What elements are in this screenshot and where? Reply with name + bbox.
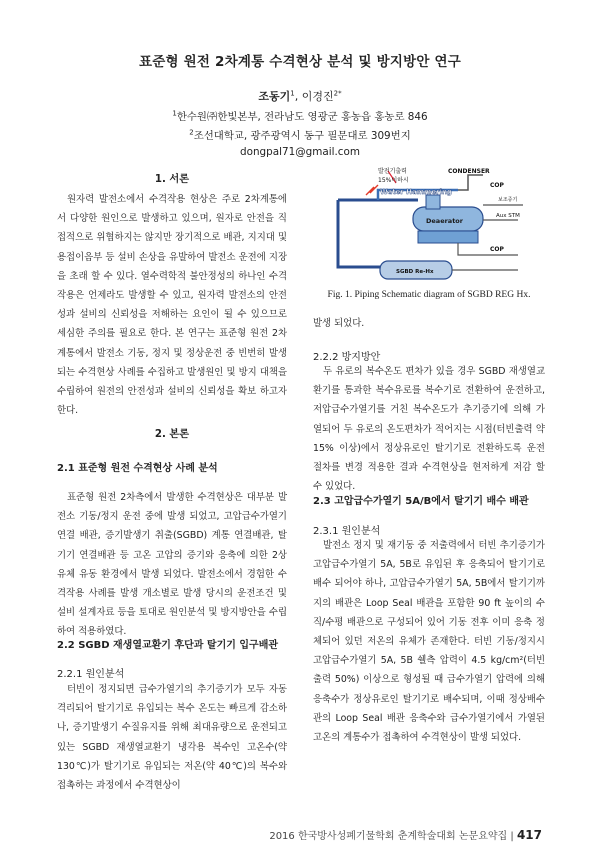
- label-cop-1: COP: [490, 182, 504, 189]
- author-main-sup: 1: [290, 89, 295, 98]
- label-water-hammering: Water Hammering: [380, 188, 452, 196]
- author-sep: ,: [294, 90, 299, 103]
- subsection-text-2-2-1: 터빈이 정지되면 급수가열기의 추기증기가 모두 자동 격리되어 탈기기로 유입되는 복수 온도는 빠르게 감소하나, 증기발생기 수질유지를 위해 최대유량으로 운전되고 있는 SGBD 재생열교환기 냉각용 복수인 고온수(약 130℃)가 탈기기로 유입되는 저온(약 40℃)의 복수와 접촉하는 과정에서 수격현상이: [57, 684, 287, 792]
- label-turbine-output: 발전기출력: [378, 168, 407, 175]
- section-heading-body: 2. 본론: [154, 429, 190, 440]
- author-second-sup: 2*: [333, 89, 342, 98]
- paper-title: 표준형 원전 2차계통 수격현상 분석 및 방지방안 연구: [139, 54, 461, 70]
- affiliation-1: [0, 108, 600, 123]
- label-cop-2: COP: [490, 246, 504, 253]
- label-condenser: CONDENSER: [448, 168, 490, 175]
- affiliation-2: [0, 127, 600, 142]
- subsection-heading-2-2-1: 2.2.1 원인분석: [57, 669, 125, 680]
- footer-text: 2016 한국방사성폐기물학회 춘계학술대회 논문요약집: [269, 831, 508, 842]
- subsection-text-2-2-2: 두 유로의 복수온도 편차가 있을 경우 SGBD 재생열교환기를 통과한 복수유로를 복수기로 전환하여 운전하고, 저압급수가열기를 거친 복수온도가 추기증기에 의해 가열되어 두 유로의 온도편차가 적어지는 시점(터빈출력 약 15% 이상)에서 정상유로인 탈기기로 전환하도록 운전 절차를 변경 적용한 결과 수격현상을 현저하게 저감 할 수 있었다.: [313, 366, 545, 493]
- page-footer: [269, 827, 542, 842]
- author-main: 조동기: [258, 90, 291, 103]
- label-sgbd: SGBD Re-Hx: [396, 269, 434, 275]
- label-pct: 15%이하시: [378, 177, 409, 184]
- label-aux-stm: Aux STM: [496, 213, 520, 219]
- figure-caption: Fig. 1. Piping Schematic diagram of SGBD REG Hx.: [327, 290, 531, 300]
- subsection-text-2-1: 표준형 원전 2차측에서 발생한 수격현상은 대부분 발전소 기동/정지 운전 중에 발생 되었고, 고압급수가열기 연결 배관, 증기발생기 취출(SGBD) 계통 연결배관, 탈기기 연결배관 등 고온 고압의 증기와 응축에 의한 2상 유체 유동 환경에서 발생 되었다. 발전소에서 경험한 수격작용 사례를 발생 개소별로 발생 당시의 운전조건 및 설비 설계자료 등을 토대로 원인분석 및 방지방안을 수립하여 적용하였다.: [57, 492, 287, 638]
- author-email: dongpal71@gmail.com: [240, 146, 360, 158]
- affiliation-2-sup: 2: [189, 128, 194, 137]
- subsection-heading-2-2: 2.2 SGBD 재생열교환기 후단과 탈기기 입구배관: [57, 640, 279, 651]
- piping-schematic-figure: [318, 165, 540, 285]
- subsection-heading-2-2-2: 2.2.2 방지방안: [313, 352, 381, 363]
- section-text-intro: 원자력 발전소에서 수격작용 현상은 주로 2차계통에서 다양한 원인으로 발생하고 있으며, 원자로 안전을 직접적으로 위협하지는 않지만 장기적으로 배관, 지지대 및 용접이음부 등 설비 손상을 유발하여 발전소 운전에 지장을 초래 할 수 있다. 열수력학적 불안정성의 하나인 수격작용은 언제라도 발생할 수 있고, 원자력 발전소의 안전성과 설비의 신뢰성을 저해하는 요인이 될 수 있으므로 세심한 주의를 필요로 한다. 본 연구는 표준형 원전 2차계통에서 발전소 기동, 정지 및 정상운전 중 빈번히 발생되는 수격현상 사례를 수집하고 발생원인 및 방지 대책을 수립하여 원전의 안전성과 설비의 신뢰성을 확보 하고자 한다.: [57, 194, 287, 417]
- label-deaerator: Deaerator: [426, 217, 463, 225]
- subsection-text-2-3-1: 발전소 정지 및 재기동 중 저출력에서 터빈 추기증기가 고압급수가열기 5A, 5B로 유입된 후 응축되어 탈기기로 배수 되어야 하나, 고압급수가열기 5A, 5B에서 탈기기까지의 배관은 Loop Seal 배관을 포함한 90 ft 높이의 수직/수평 배관으로 구성되어 있어 기동 전후 이미 응축 정체되어 있던 저온의 유체가 존재한다. 터빈 기동/정지시 고압급수가열기 5A, 5B 쉘측 압력이 4.5 kg/cm²(터빈출력 50%) 이상으로 형성될 때 급수가열기 압력에 의해 응축수가 정상유로인 탈기기로 배수되며, 이때 정상배수관의 Loop Seal 배관 응축수와 급수가열기에서 가열된 고온의 계통수가 접촉하여 수격현상이 발생 되었다.: [313, 540, 545, 744]
- subsection-heading-2-3: 2.3 고압급수가열기 5A/B에서 탈기기 배수 배관: [313, 496, 529, 507]
- authors: [0, 88, 600, 104]
- affiliation-2-text: 조선대학교, 광주광역시 동구 필문대로 309번지: [193, 130, 411, 142]
- footer-bar: |: [510, 831, 514, 842]
- affiliation-1-sup: 1: [172, 109, 177, 118]
- page-number: 417: [516, 828, 542, 842]
- subsection-heading-2-1: 2.1 표준형 원전 수격현상 사례 분석: [57, 463, 218, 474]
- subsection-heading-2-3-1: 2.3.1 원인분석: [313, 526, 381, 537]
- affiliation-1-text: 한수원㈜한빛본부, 전라남도 영광군 홍농읍 홍농로 846: [176, 111, 428, 123]
- continued-text: 발생 되었다.: [313, 318, 365, 329]
- label-aux-note: 보조증기: [498, 197, 518, 203]
- section-heading-intro: 1. 서론: [154, 174, 190, 185]
- author-second: 이경진: [301, 90, 334, 103]
- piping-schematic-svg: [318, 165, 540, 285]
